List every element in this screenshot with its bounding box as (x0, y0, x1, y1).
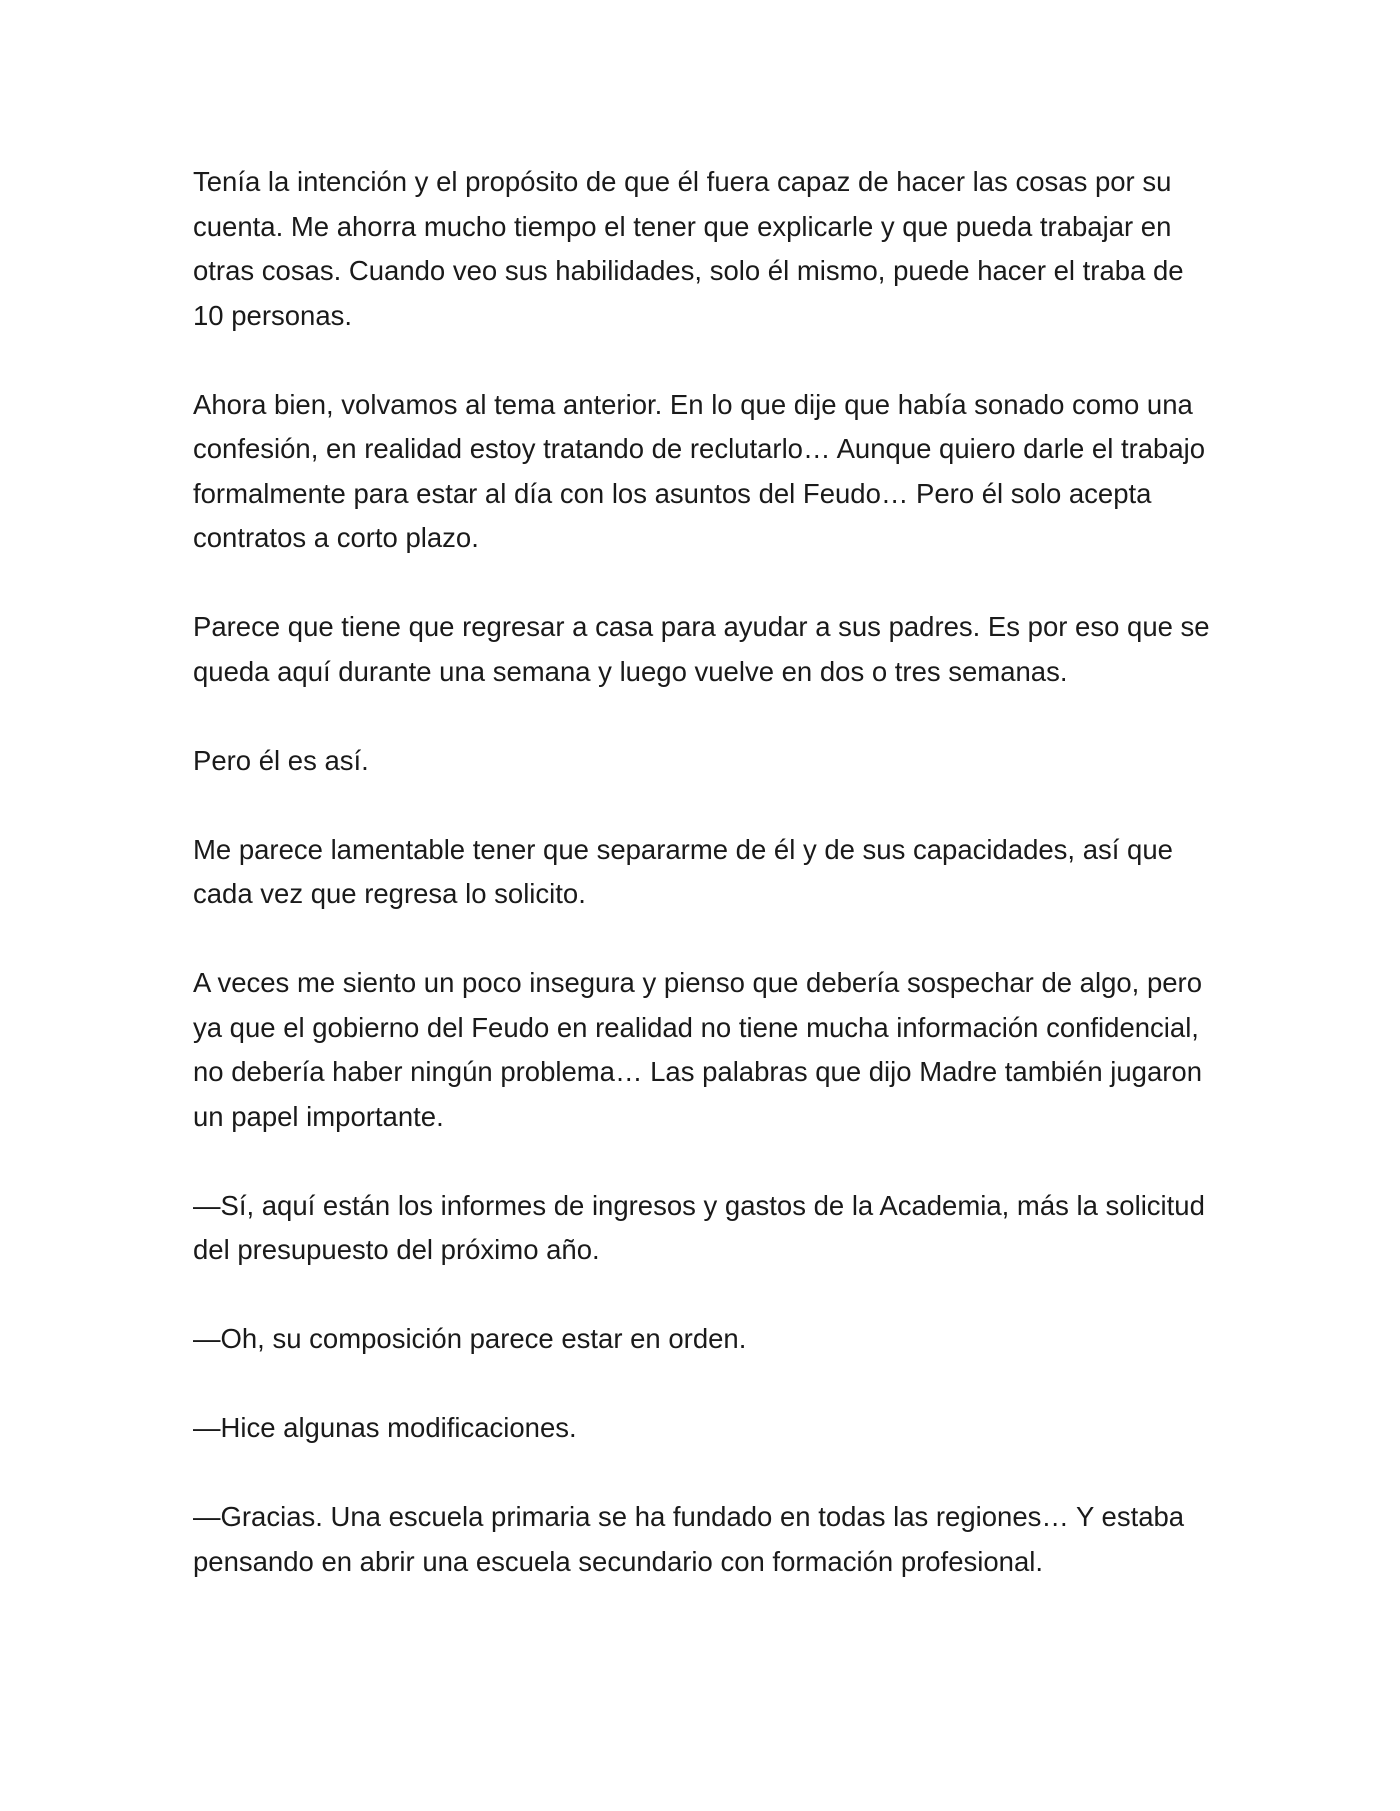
document-page (193, 160, 1213, 1584)
dialogue-line: —Sí, aquí están los informes de ingresos y gastos de la Academia, más la solicitud del presupuesto del próximo año. (193, 1189, 1205, 1265)
dialogue-line: —Gracias. Una escuela primaria se ha fundado en todas las regiones… Y estaba pensando en abrir una escuela secundario con formación profesional. (193, 1501, 1185, 1577)
paragraph: Ahora bien, volvamos al tema anterior. En lo que dije que había sonado como una confesión, en realidad estoy tratando de reclutarlo… Aunque quiero darle el trabajo formalmente para estar al día con los asuntos del Feudo… Pero él solo acepta contratos a corto plazo. (193, 388, 1206, 553)
paragraph: Me parece lamentable tener que separarme de él y de sus capacidades, así que cada vez que regresa lo solicito. (193, 833, 1173, 909)
dialogue-line: —Oh, su composición parece estar en orden. (193, 1323, 747, 1354)
paragraph: Tenía la intención y el propósito de que él fuera capaz de hacer las cosas por su cuenta. Me ahorra mucho tiempo el tener que explicarle y que pueda trabajar en otras cosas. Cuando veo sus habilidades, solo él mismo, puede hacer el traba de 10 personas. (193, 166, 1184, 331)
paragraph: A veces me siento un poco insegura y pienso que debería sospechar de algo, pero ya que el gobierno del Feudo en realidad no tiene mucha información confidencial, no debería haber ningún problema… Las palabras que dijo Madre también jugaron un papel importante. (193, 967, 1203, 1132)
dialogue-line: —Hice algunas modificaciones. (193, 1412, 577, 1443)
paragraph: Parece que tiene que regresar a casa para ayudar a sus padres. Es por eso que se queda aquí durante una semana y luego vuelve en dos o tres semanas. (193, 611, 1210, 687)
paragraph: Pero él es así. (193, 744, 369, 776)
